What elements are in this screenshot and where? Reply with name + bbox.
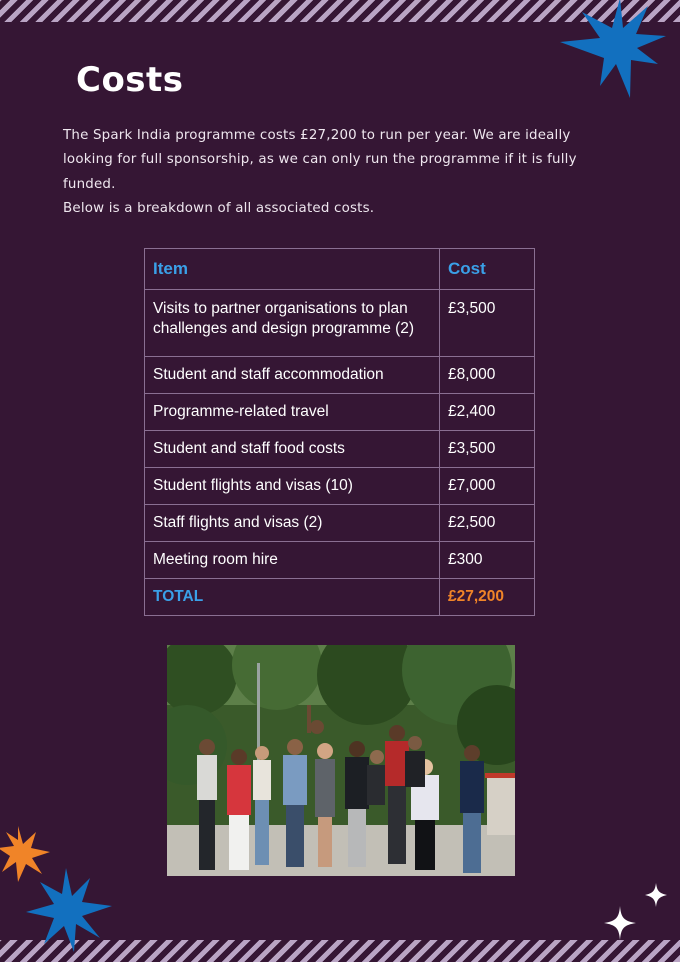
item-cell: Student and staff food costs xyxy=(145,431,440,468)
item-cell: Student flights and visas (10) xyxy=(145,468,440,505)
cost-cell: £7,000 xyxy=(440,468,535,505)
page-title: Costs xyxy=(76,60,184,100)
total-row xyxy=(145,579,535,616)
column-header-item: Item xyxy=(145,249,440,290)
sparkle-icon xyxy=(645,883,667,907)
intro-paragraph: Below is a breakdown of all associated costs. xyxy=(63,201,375,217)
cost-cell: £8,000 xyxy=(440,357,535,394)
sparkle-icon xyxy=(604,906,636,940)
cost-cell: £3,500 xyxy=(440,290,535,357)
table-row xyxy=(145,431,535,468)
cost-cell: £3,500 xyxy=(440,431,535,468)
table-row xyxy=(145,505,535,542)
group-photo xyxy=(167,645,515,876)
cost-cell: £2,400 xyxy=(440,394,535,431)
table-row xyxy=(145,394,535,431)
cost-cell: £2,500 xyxy=(440,505,535,542)
total-cost: £27,200 xyxy=(440,579,535,616)
costs-table xyxy=(144,248,535,616)
blue-starburst-icon xyxy=(556,0,668,102)
total-label: TOTAL xyxy=(145,579,440,616)
blue-starburst-icon xyxy=(26,868,112,952)
item-cell: Student and staff accommodation xyxy=(145,357,440,394)
intro-paragraph: The Spark India programme costs £27,200 to run per year. We are ideally looking for full sponsorship, as we can only run the programme if it is fully funded. xyxy=(63,128,577,192)
item-cell: Visits to partner organisations to plan challenges and design programme (2) xyxy=(145,290,440,357)
item-cell: Meeting room hire xyxy=(145,542,440,579)
table-row xyxy=(145,357,535,394)
table-row xyxy=(145,290,535,357)
cost-cell: £300 xyxy=(440,542,535,579)
table-header-row xyxy=(145,249,535,290)
item-cell: Programme-related travel xyxy=(145,394,440,431)
item-cell: Staff flights and visas (2) xyxy=(145,505,440,542)
table-row xyxy=(145,542,535,579)
table-row xyxy=(145,468,535,505)
intro-text xyxy=(63,124,603,222)
column-header-cost: Cost xyxy=(440,249,535,290)
